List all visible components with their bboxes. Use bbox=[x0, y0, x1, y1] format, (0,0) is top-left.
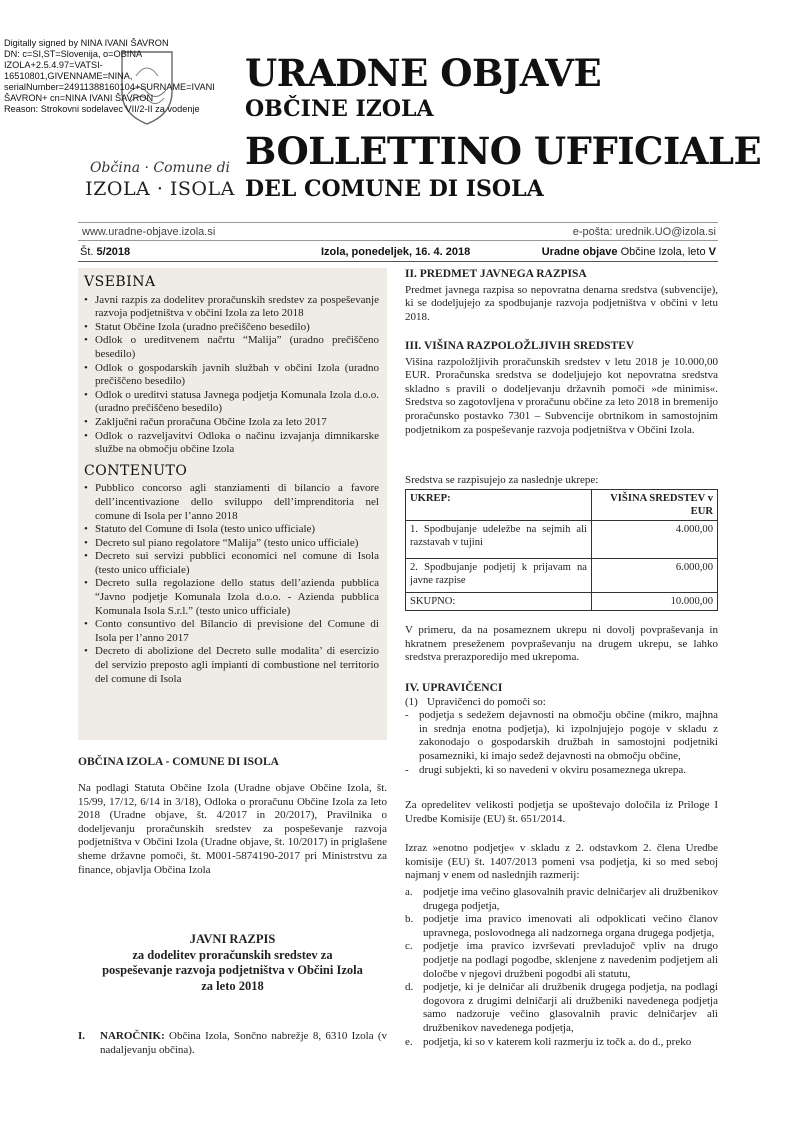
toc-item[interactable]: • Conto consuntivo del Bilancio di previsione del Comune di Isola per l’anno 2017 bbox=[84, 618, 379, 645]
list-item: c. podjetje ima pravico izvrševati prevladujoč vpliv na drugo podjetje na podlagi pogodbe, sklenjene z navedenim podjetjem ali določbe v njegovi družbeni pogodbi ali statutu, bbox=[405, 940, 718, 980]
call-title-line: za leto 2018 bbox=[201, 978, 264, 993]
vsebina-title: VSEBINA bbox=[84, 274, 156, 290]
table-header: VIŠINA SREDSTEV v EUR bbox=[592, 490, 718, 521]
toc-item[interactable]: • Pubblico concorso agli stanziamenti di bilancio a favore dell’incentivazione dello sviluppo dell’imprenditoria nel comune di Isola per l’anno 2018 bbox=[84, 482, 379, 523]
table-cell: 6.000,00 bbox=[592, 559, 718, 593]
subsection-text: Upravičenci do pomoči so: bbox=[427, 695, 546, 708]
list-item: - podjetja s sedežem dejavnosti na območju občine (mikro, majhna in srednja enotna podjetja), ki izpolnjujejo pogoje v skladu z zakonodajo o gospodarskih družbah in samostojni podjetniki posamezniki, ki imajo sedež dejavnosti na območju občine, bbox=[405, 709, 718, 762]
toc-item[interactable]: • Decreto sul piano regolatore “Malija” (testo unico ufficiale) bbox=[84, 537, 379, 551]
table-cell: 10.000,00 bbox=[592, 593, 718, 611]
masthead-title-it: BOLLETTINO UFFICIALE bbox=[245, 129, 762, 173]
contents-box bbox=[78, 268, 387, 740]
list-item: - drugi subjekti, ki so navedeni v okviru posameznega ukrepa. bbox=[405, 763, 686, 776]
section-narocnik bbox=[78, 1030, 387, 1057]
toc-item[interactable]: • Javni razpis za dodelitev proračunskih sredstev za pospeševanje razvoja podjetništva v občini Izola za leto 2018 bbox=[84, 294, 379, 321]
toc-item[interactable]: • Statut Občine Izola (uradno prečiščeno besedilo) bbox=[84, 321, 379, 335]
toc-item[interactable]: • Decreto di abolizione del Decreto sulle modalita’ di esercizio del servizio preposto agli impianti di combustione nel territorio del comune di Isola bbox=[84, 645, 379, 686]
masthead-subtitle-it: DEL COMUNE DI ISOLA bbox=[245, 176, 544, 202]
signature-line: 16510801,GIVENNAME=NINA, bbox=[4, 71, 133, 81]
call-title-line: pospeševanje razvoja podjetništva v Občini Izola bbox=[102, 963, 363, 977]
contenuto-list bbox=[84, 482, 379, 686]
call-title-line: za dodelitev proračunskih sredstev za bbox=[132, 947, 333, 962]
relations-list bbox=[405, 886, 718, 1049]
table-intro: Sredstva se razpisujejo za naslednje ukrepe: bbox=[405, 474, 599, 486]
measures-table-wrap bbox=[405, 489, 718, 611]
toc-item[interactable]: • Odlok o ureditvi statusa Javnega podjetja Komunala Izola d.o.o. (uradno prečiščeno besedilo) bbox=[84, 389, 379, 416]
toc-item[interactable]: • Odlok o gospodarskih javnih službah v občini Izola (uradno prečiščeno besedilo) bbox=[84, 362, 379, 389]
issue-number: 5/2018 bbox=[96, 246, 131, 258]
municipality-name bbox=[80, 160, 240, 200]
signature-line: Reason: Strokovni sodelavec VII/2-II za vodenje bbox=[4, 104, 200, 114]
subsection bbox=[405, 696, 718, 710]
single-undertaking-text: Izraz »enotno podjetje« v skladu z 2. odstavkom 2. člena Uredbe komisije (EU) št. 1407/2013 pomeni vsa podjetja, ki so med seboj najmanj v enem od naslednjih razmerij: bbox=[405, 842, 718, 882]
url-bar bbox=[78, 222, 718, 241]
contenuto-title: CONTENUTO bbox=[84, 462, 188, 479]
section-upravicenci bbox=[405, 682, 718, 777]
list-item: d. podjetje, ki je delničar ali družbenik drugega podjetja, na podlagi dogovora z drugimi delničarji ali družbeniki navedenega podjetja samo nadzoruje večino glasovalnih pravic delničarjev ali družbenikov navedenega podjetja, bbox=[405, 981, 718, 1034]
email-link[interactable]: e-pošta: urednik.UO@izola.si bbox=[572, 226, 716, 238]
section-text: Predmet javnega razpisa so nepovratna denarna sredstva (subvencije), ki se dodeljujejo za spodbujanje razvoja podjetništva v občini v letu 2018. bbox=[405, 283, 718, 323]
issue-year: V bbox=[708, 246, 716, 258]
table-header: UKREP: bbox=[406, 490, 592, 521]
issue-number-label: Št. bbox=[80, 246, 94, 258]
municipality-line1: Občina · Comune di bbox=[89, 160, 231, 176]
toc-item[interactable]: • Statuto del Comune di Isola (testo unico ufficiale) bbox=[84, 523, 379, 537]
table-total-row bbox=[406, 593, 718, 611]
list-item: e. podjetja, ki so v katerem koli razmerju iz točk a. do d., preko bbox=[405, 1035, 692, 1048]
section-title: IV. UPRAVIČENCI bbox=[405, 682, 503, 694]
toc-item[interactable]: • Odlok o ureditvenem načrtu “Malija” (uradno prečiščeno besedilo) bbox=[84, 334, 379, 361]
signature-line: DN: c=SI,ST=Slovenija, o=OBINA bbox=[4, 49, 143, 59]
signature-line: Digitally signed by NINA IVANI ŠAVRON bbox=[4, 38, 169, 48]
digital-signature bbox=[4, 38, 244, 115]
section-visina bbox=[405, 340, 718, 437]
table-row bbox=[406, 559, 718, 593]
after-table-text: V primeru, da na posameznem ukrepu ni dovolj povpraševanja in hkratnem preseženem povpraševanju na drugem ukrepu, se lahko sredstva prerazporedijo med ukrepoma. bbox=[405, 624, 718, 664]
website-link[interactable]: www.uradne-objave.izola.si bbox=[82, 226, 216, 238]
issue-publication: Uradne objave bbox=[541, 246, 618, 258]
toc-item[interactable]: • Zaključni račun proračuna Občine Izola za leto 2017 bbox=[84, 416, 379, 430]
signature-line: IZOLA+2.5.4.97=VATSI- bbox=[4, 60, 103, 70]
section-label: NAROČNIK: bbox=[100, 1030, 165, 1042]
section-title: II. PREDMET JAVNEGA RAZPISA bbox=[405, 268, 587, 280]
table-cell: 2. Spodbujanje podjetij k prijavam na javne razpise bbox=[406, 559, 592, 593]
issue-bar bbox=[78, 244, 718, 262]
issuer-heading: OBČINA IZOLA - COMUNE DI ISOLA bbox=[78, 756, 279, 768]
list-item: b. podjetje ima pravico imenovati ali odpoklicati večino članov upravnega, poslovodnega ali nadzornega organa drugega podjetja, bbox=[405, 913, 718, 939]
masthead-subtitle-sl: OBČINE IZOLA bbox=[245, 96, 434, 122]
issue-publication-rest: Občine Izola, leto bbox=[620, 246, 706, 258]
masthead-title-sl: URADNE OBJAVE bbox=[245, 51, 602, 95]
municipality-line2: IZOLA · ISOLA bbox=[85, 178, 235, 200]
section-text: Občina Izola, Sončno nabrežje 8, 6310 Izola (v nadaljevanju občina). bbox=[100, 1030, 387, 1056]
preamble-text: Na podlagi Statuta Občine Izola (Uradne objave Občine Izola, št. 15/99, 17/12, 6/14 in 3/18), Odloka o proračunu Občine Izola za leto 2018 (Uradne objave, št. 4/2017 in 20/2017), Pravilnika o dodeljevanju proračunskih sredstev za pospeševanje razvoja podjetništva v Občini Izola (Uradne objave, št. 10/2017) in priglašene sheme državne pomoči, št. M001-5874190-2017 pri Ministrstvu za finance, objavlja Občina Izola bbox=[78, 782, 387, 876]
toc-item[interactable]: • Decreto sulla regolazione dello status dell’azienda pubblica “Javno podjetje Komunala Izola d.o.o. - Azienda pubblica Komunala Isola S.r.l.” (testo unico ufficiale) bbox=[84, 577, 379, 618]
table-cell: 1. Spodbujanje udeležbe na sejmih ali razstavah v tujini bbox=[406, 521, 592, 559]
section-text: Višina razpoložljivih proračunskih sredstev v letu 2018 je 10.000,00 EUR. Proračunska sredstva se dodeljujejo kot nepovratna sredstva skladno s pravili o dodeljevanju državnih pomoči »de minimis«. Sredstva so zagotovljena v proračunu občine za leto 2018 in bremenijo proračunsko postavko 7301 – Subvencije obrtnikom in samostojnim podjetnikom za pospeševanje razvoja podjetništva v Občini Izola. bbox=[405, 355, 718, 436]
call-title-line: JAVNI RAZPIS bbox=[189, 932, 276, 946]
subsection-number: (1) bbox=[405, 695, 418, 708]
toc-item[interactable]: • Decreto sui servizi pubblici economici nel comune di Isola (testo unico ufficiale) bbox=[84, 550, 379, 577]
section-number: I. bbox=[78, 1030, 86, 1042]
section-title: III. VIŠINA RAZPOLOŽLJIVIH SREDSTEV bbox=[405, 340, 635, 352]
signature-line: ŠAVRON+ cn=NINA IVANI ŠAVRON bbox=[4, 93, 154, 103]
list-item: a. podjetje ima večino glasovalnih pravic delničarjev ali družbenikov drugega podjetja, bbox=[405, 886, 718, 912]
measures-table bbox=[405, 489, 718, 611]
sme-definition-text: Za opredelitev velikosti podjetja se upoštevajo določila iz Priloge I Uredbe Komisije (EU) št. 651/2014. bbox=[405, 799, 718, 825]
table-row bbox=[406, 521, 718, 559]
table-cell: SKUPNO: bbox=[406, 593, 592, 611]
table-cell: 4.000,00 bbox=[592, 521, 718, 559]
call-title bbox=[78, 932, 387, 994]
vsebina-list bbox=[84, 294, 379, 457]
issue-place-date: Izola, ponedeljek, 16. 4. 2018 bbox=[321, 246, 471, 258]
signature-line: serialNumber=24911388160104+SURNAME=IVANI bbox=[4, 82, 215, 92]
table-header-row bbox=[406, 490, 718, 521]
section-predmet bbox=[405, 268, 718, 324]
toc-item[interactable]: • Odlok o razveljavitvi Odloka o načinu izvajanja dimnikarske službe na območju občine Izola bbox=[84, 430, 379, 457]
